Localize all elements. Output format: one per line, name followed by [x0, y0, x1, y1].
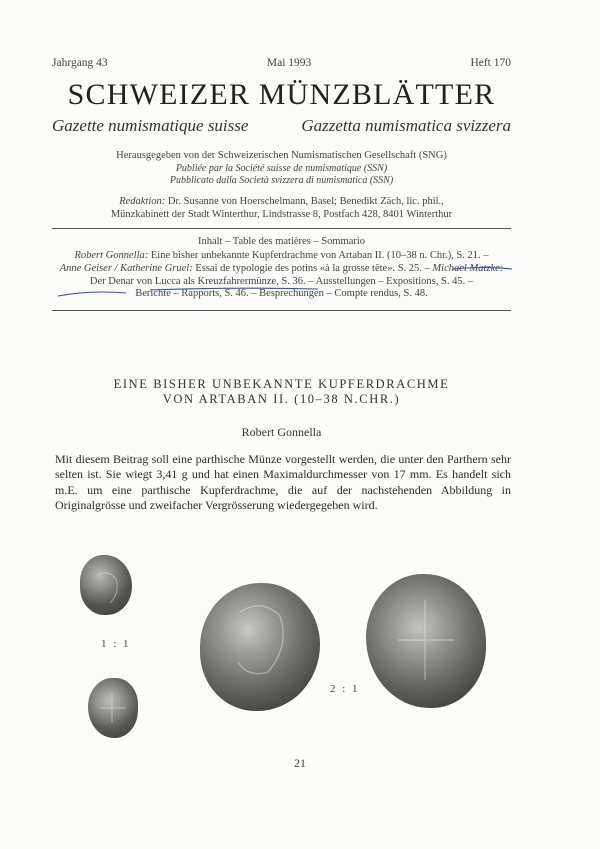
toc-heading: Inhalt – Table des matières – Sommario [197, 236, 366, 247]
issue-date: Mai 1993 [266, 57, 312, 69]
toc-entry-2: Essai de typologie des potins «à la grosse tête». S. 25. – [192, 262, 433, 274]
subtitle-french: Gazette numismatique suisse [52, 116, 249, 135]
editors-line-2: Münzkabinett der Stadt Winterthur, Lindstrasse 8, Postfach 428, 8401 Winterthur [110, 208, 453, 220]
toc-author-2: Anne Geiser / Katherine Gruel: [59, 262, 193, 274]
toc-line-4: Berichte – Rapports, S. 46. – Besprechungen – Compte rendus, S. 48. [135, 288, 428, 300]
editors-line-1: Dr. Susanne von Hoerschelmann, Basel; Benedikt Zäch, lic. phil., [167, 196, 444, 207]
coin-portrait-highlight-large [238, 606, 283, 674]
toc-line-3: Der Denar von Lucca als Kreuzfahrermünze, S. 36. – Ausstellungen – Expositions, S. 45. – [89, 275, 474, 287]
scale-label-small: 1 : 1 [101, 638, 131, 650]
issue-number: Heft 170 [470, 57, 511, 69]
article-body: Mit diesem Beitrag soll eine parthische Münze vorgestellt werden, die unter den Parthern sehr selten ist. Sie wiegt 3,41 g und hat einen Maximaldurchmesser von 17 mm. Es handelt sich m.E. um eine parthische Kupferdrachme, die auf der nachstehenden Abbildung in Originalgrösse und zweifacher Vergrösserung wiedergegeben wird. [55, 452, 511, 512]
scale-label-large: 2 : 1 [330, 683, 360, 695]
article-title-line-2: VON ARTABAN II. (10–38 N.CHR.) [162, 392, 401, 406]
publisher-german: Herausgegeben von der Schweizerischen Numismatischen Gesellschaft (SNG) [116, 150, 447, 161]
article-title-line-1: EINE BISHER UNBEKANNTE KUPFERDRACHME [113, 377, 450, 391]
toc-author-3: Michael Matzke: [432, 262, 504, 274]
editors-label: Redaktion: [119, 196, 166, 207]
coin-portrait-highlight [98, 573, 117, 603]
toc-author-1: Robert Gonnella: [74, 250, 149, 261]
coin-cross-highlight [100, 693, 126, 723]
journal-title: SCHWEIZER MÜNZBLÄTTER [67, 78, 496, 111]
publisher-french: Publiée par la Société suisse de numismatique (SSN) [175, 162, 388, 174]
publisher-italian: Pubblicato dalla Società svizzera di numismatica (SSN) [169, 175, 394, 186]
subtitle-italian: Gazzetta numismatica svizzera [301, 116, 511, 135]
page-number: 21 [294, 756, 306, 770]
volume-label: Jahrgang 43 [52, 57, 108, 69]
coin-cross-highlight-large [398, 600, 454, 680]
toc-entry-1: Eine bisher unbekannte Kupferdrachme von Artaban II. (10–38 n. Chr.), S. 21. – [148, 250, 489, 261]
article-author: Robert Gonnella [241, 425, 322, 439]
